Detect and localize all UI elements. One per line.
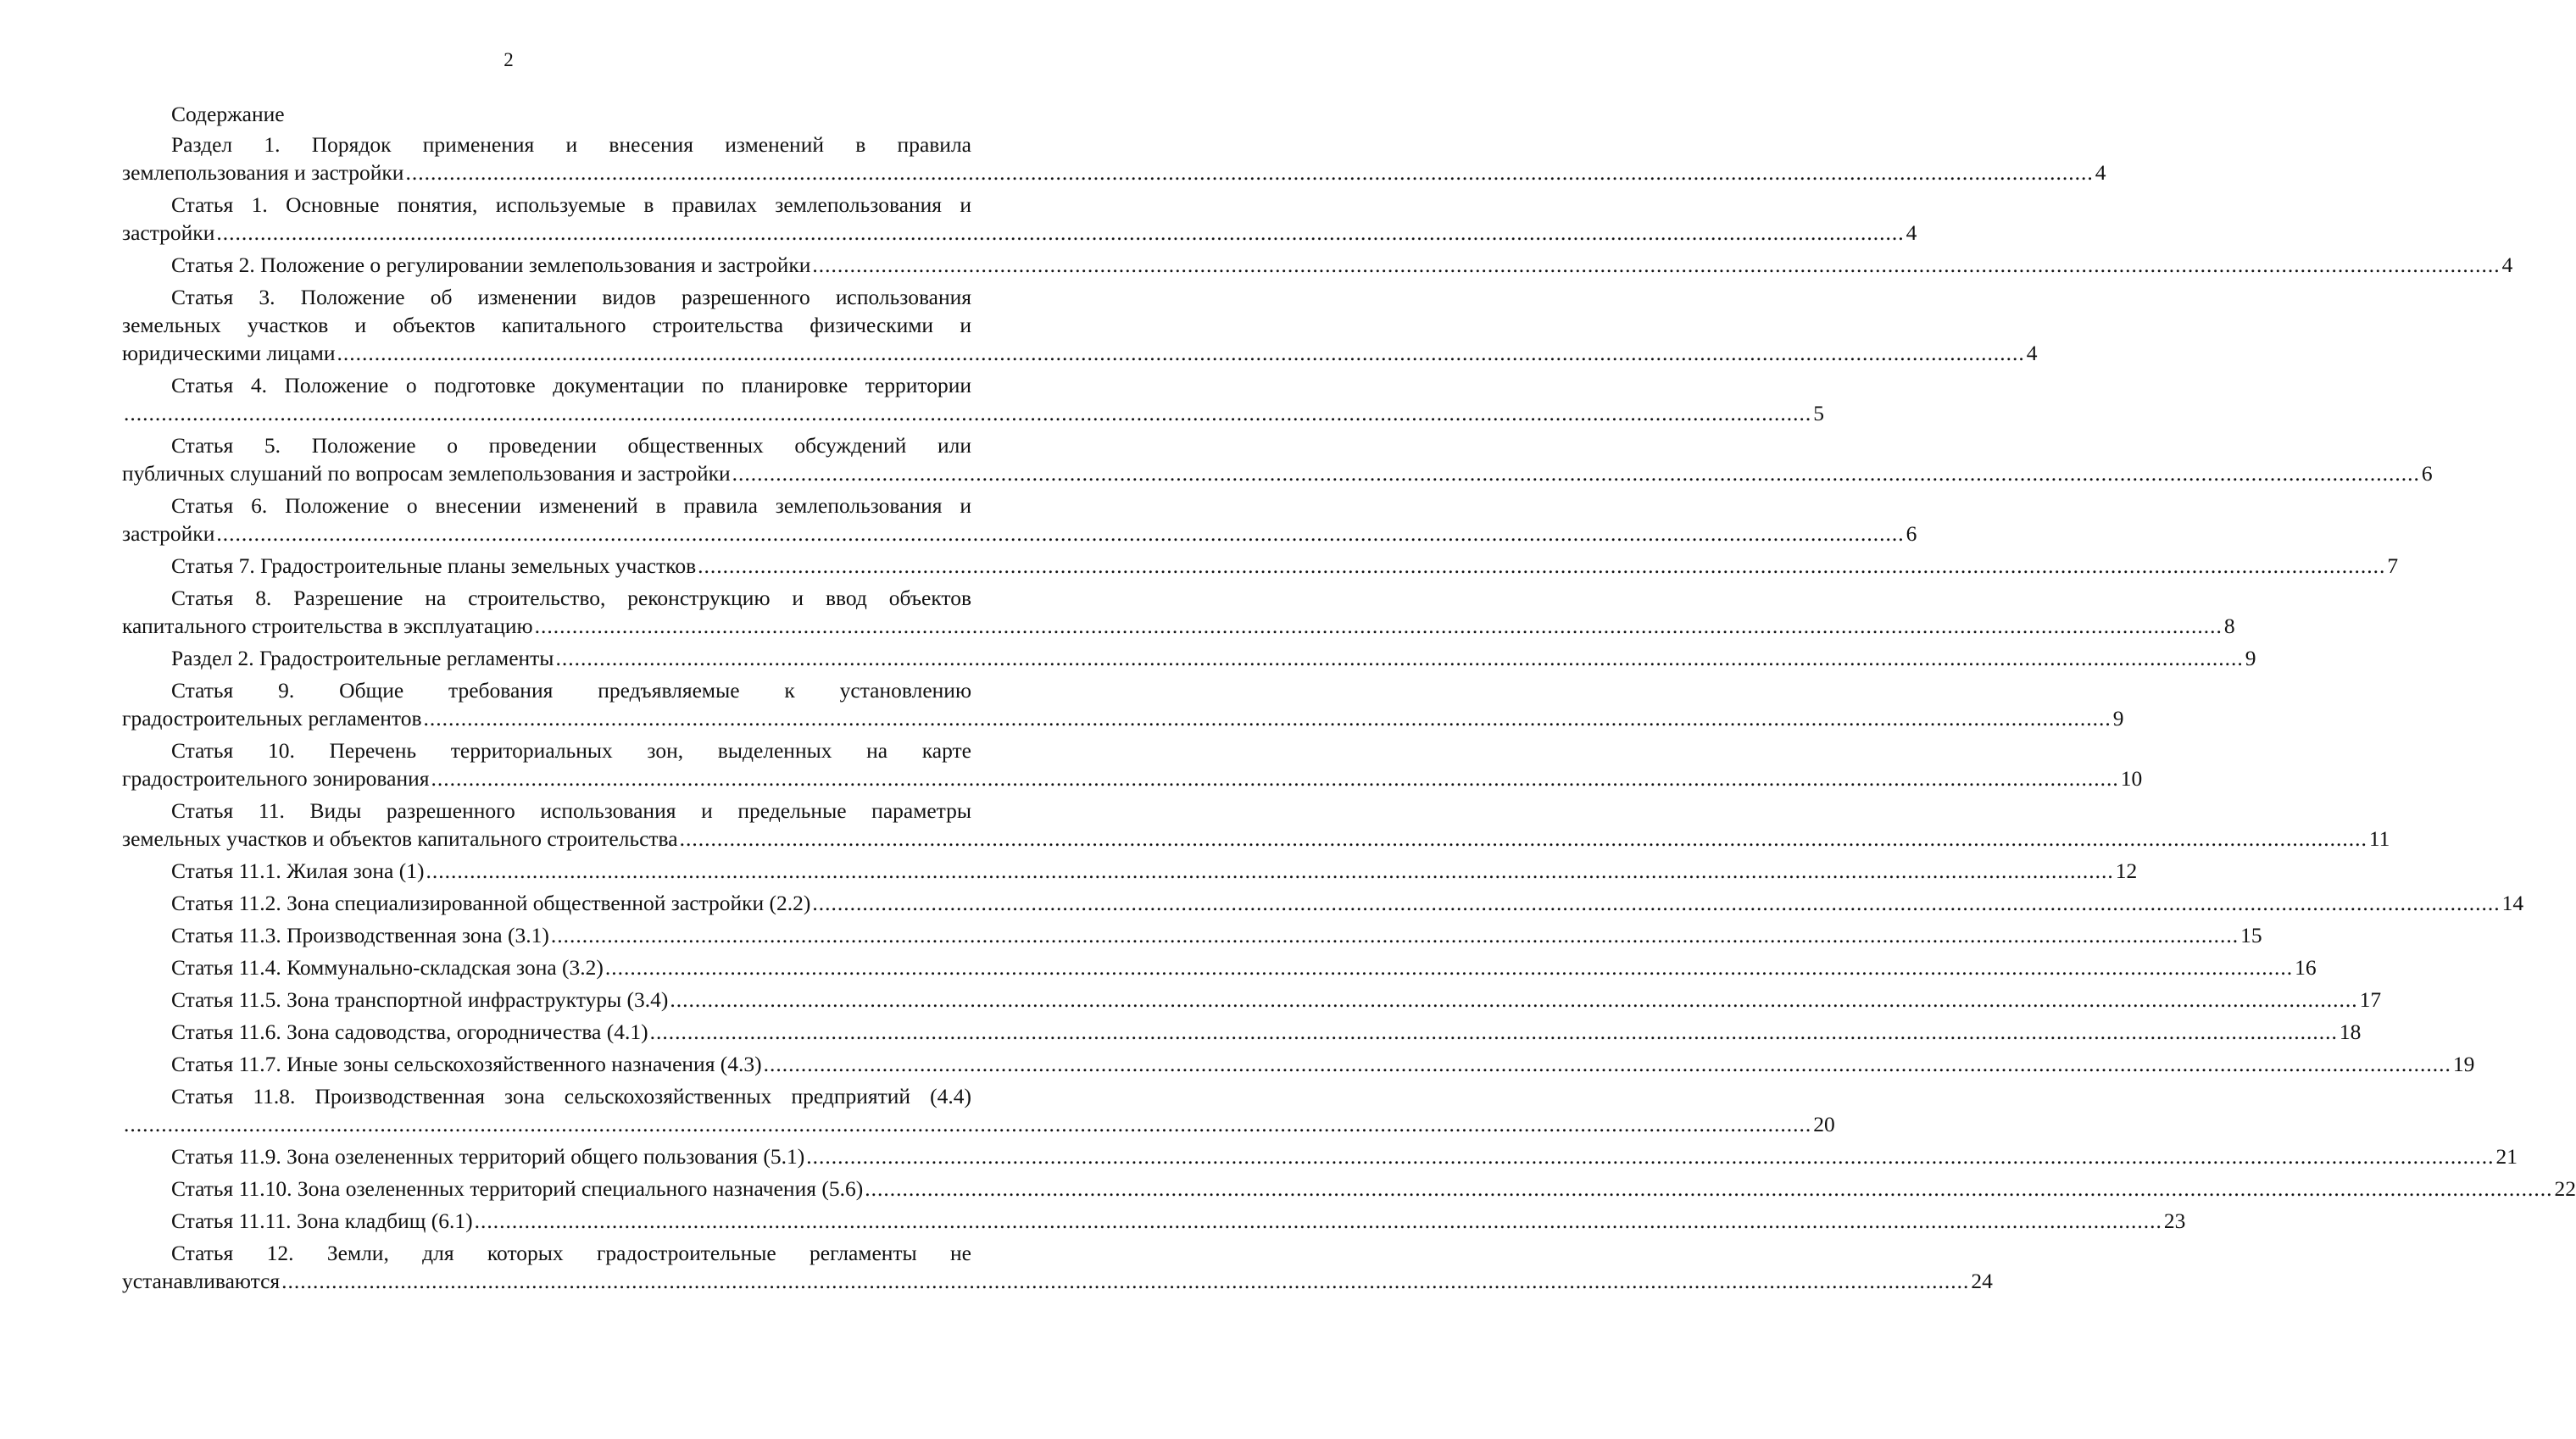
toc-entry[interactable] bbox=[122, 857, 2138, 885]
toc-entry[interactable] bbox=[122, 676, 2124, 732]
dot-leader bbox=[698, 552, 2385, 580]
dot-leader bbox=[865, 1175, 2552, 1203]
dot-leader bbox=[680, 825, 2367, 853]
toc-entry-page: 24 bbox=[1971, 1269, 1993, 1293]
toc-entry-page: 5 bbox=[1813, 401, 1824, 425]
toc-entry-title: Статья 11.9. Зона озелененных территорий общего пользования (5.1) bbox=[171, 1144, 805, 1169]
toc-entry-title: Статья 10. Перечень территориальных зон, выделенных на карте bbox=[171, 738, 971, 763]
toc-entry-page: 6 bbox=[2421, 461, 2433, 486]
dot-leader bbox=[424, 704, 2111, 732]
toc-entry[interactable] bbox=[122, 371, 1824, 427]
toc-entry-title: застройки bbox=[122, 521, 215, 546]
toc-entry-title: градостроительного зонирования bbox=[122, 766, 430, 791]
dot-leader bbox=[337, 339, 2024, 367]
toc-heading: Содержание bbox=[171, 102, 285, 126]
toc-entry-page: 19 bbox=[2452, 1052, 2475, 1076]
toc-entry-title: земельных участков и объектов капитального строительства физическими и bbox=[122, 313, 971, 337]
toc-entry-page: 21 bbox=[2495, 1144, 2518, 1169]
toc-entry-title: земельных участков и объектов капитального строительства bbox=[122, 826, 678, 851]
toc-entry-title: градостроительных регламентов bbox=[122, 706, 422, 731]
toc-entry-title: Статья 1. Основные понятия, используемые в правилах землепользования и bbox=[171, 192, 971, 217]
toc-entry-page: 12 bbox=[2115, 858, 2138, 883]
toc-entry[interactable] bbox=[122, 1175, 2576, 1203]
toc-entry-title: Статья 5. Положение о проведении общественных обсуждений или bbox=[171, 433, 971, 458]
dot-leader bbox=[812, 251, 2500, 279]
dot-leader bbox=[431, 764, 2118, 792]
toc-entry-title: Статья 7. Градостроительные планы земельных участков bbox=[171, 553, 697, 578]
dot-leader bbox=[405, 158, 2093, 186]
toc-entry[interactable] bbox=[122, 283, 2038, 367]
toc-entry[interactable] bbox=[122, 1142, 2518, 1170]
toc-entry-title: Статья 11.6. Зона садоводства, огородничества (4.1) bbox=[171, 1020, 648, 1044]
dot-leader bbox=[812, 889, 2500, 917]
toc-entry-title: Статья 11.1. Жилая зона (1) bbox=[171, 858, 425, 883]
toc-entry-page: 20 bbox=[1813, 1112, 1835, 1136]
toc-entry-page: 10 bbox=[2120, 766, 2143, 791]
toc-entry-page: 14 bbox=[2501, 891, 2524, 915]
toc-entry-page: 9 bbox=[2112, 706, 2124, 731]
dot-leader bbox=[535, 612, 2223, 640]
toc-entry-title: Статья 11.11. Зона кладбищ (6.1) bbox=[171, 1208, 473, 1233]
toc-entry[interactable] bbox=[122, 889, 2524, 917]
toc-entry-title: Раздел 2. Градостроительные регламенты bbox=[171, 646, 554, 670]
dot-leader bbox=[764, 1050, 2451, 1078]
toc-entry-title: Статья 8. Разрешение на строительство, реконструкцию и ввод объектов bbox=[171, 586, 971, 610]
toc-entry-title: застройки bbox=[122, 220, 215, 245]
toc-entry[interactable] bbox=[122, 1082, 1835, 1138]
toc-entry-page: 22 bbox=[2554, 1176, 2576, 1201]
toc-entry[interactable] bbox=[122, 584, 2235, 640]
dot-leader bbox=[216, 519, 1904, 547]
dot-leader bbox=[475, 1207, 2162, 1235]
toc-entry[interactable] bbox=[122, 644, 2256, 672]
toc-entry-page: 11 bbox=[2368, 826, 2390, 851]
dot-leader bbox=[605, 953, 2293, 981]
toc-entry-page: 4 bbox=[1906, 220, 1917, 245]
toc-entry-page: 15 bbox=[2240, 923, 2262, 947]
dot-leader bbox=[124, 399, 1811, 427]
toc-entry-title: Статья 11.5. Зона транспортной инфраструктуры (3.4) bbox=[171, 987, 669, 1012]
toc-entries bbox=[122, 131, 2576, 1295]
toc-entry-title: Статья 11.10. Зона озелененных территорий специального назначения (5.6) bbox=[171, 1176, 864, 1201]
toc-entry[interactable] bbox=[122, 953, 2317, 981]
toc-entry[interactable] bbox=[122, 921, 2262, 949]
toc-entry-title: юридическими лицами bbox=[122, 341, 336, 365]
toc-entry-page: 6 bbox=[1906, 521, 1917, 546]
toc-entry-title: Статья 9. Общие требования предъявляемые к установлению bbox=[171, 678, 971, 703]
dot-leader bbox=[555, 644, 2243, 672]
toc-entry[interactable] bbox=[122, 131, 2106, 186]
toc-entry[interactable] bbox=[122, 736, 2143, 792]
toc-entry-page: 8 bbox=[2223, 614, 2235, 638]
dot-leader bbox=[551, 921, 2239, 949]
toc-entry[interactable] bbox=[122, 492, 1917, 547]
toc-entry-title: Статья 11.2. Зона специализированной общественной застройки (2.2) bbox=[171, 891, 811, 915]
toc-entry-title: Статья 3. Положение об изменении видов разрешенного использования bbox=[171, 285, 971, 309]
toc-entry[interactable] bbox=[122, 797, 2390, 853]
toc-entry-title: Статья 6. Положение о внесении изменений в правила землепользования и bbox=[171, 493, 971, 518]
dot-leader bbox=[732, 459, 2420, 487]
toc-entry-title: публичных слушаний по вопросам землепользования и застройки bbox=[122, 461, 731, 486]
toc-entry[interactable] bbox=[122, 1018, 2362, 1046]
dot-leader bbox=[216, 219, 1904, 247]
toc-entry-page: 23 bbox=[2163, 1208, 2186, 1233]
toc-entry-page: 18 bbox=[2339, 1020, 2362, 1044]
toc-entry-page: 4 bbox=[2095, 160, 2106, 185]
dot-leader bbox=[281, 1267, 1969, 1295]
dot-leader bbox=[650, 1018, 2338, 1046]
toc-entry-page: 4 bbox=[2026, 341, 2038, 365]
toc-entry-title: Статья 2. Положение о регулировании землепользования и застройки bbox=[171, 253, 811, 277]
dot-leader bbox=[806, 1142, 2494, 1170]
toc-entry[interactable] bbox=[122, 986, 2382, 1014]
toc-entry-page: 7 bbox=[2387, 553, 2399, 578]
toc-entry-page: 9 bbox=[2245, 646, 2256, 670]
toc-entry[interactable] bbox=[122, 1239, 1993, 1295]
toc-entry[interactable] bbox=[122, 1207, 2186, 1235]
toc-entry-title: Статья 11.8. Производственная зона сельскохозяйственных предприятий (4.4) bbox=[171, 1084, 971, 1108]
toc-entry-title: Статья 11. Виды разрешенного использования и предельные параметры bbox=[171, 798, 971, 823]
toc-entry-page: 16 bbox=[2295, 955, 2317, 980]
toc-entry-title: Статья 11.4. Коммунально-складская зона (3.2) bbox=[171, 955, 604, 980]
toc-entry-title: Статья 11.7. Иные зоны сельскохозяйственного назначения (4.3) bbox=[171, 1052, 762, 1076]
toc-entry[interactable] bbox=[122, 431, 2433, 487]
toc-entry[interactable] bbox=[122, 552, 2399, 580]
toc-entry-title: Статья 12. Земли, для которых градостроительные регламенты не bbox=[171, 1241, 971, 1265]
toc-entry-page: 17 bbox=[2359, 987, 2382, 1012]
toc-entry-title: капитального строительства в эксплуатацию bbox=[122, 614, 533, 638]
toc-entry[interactable] bbox=[122, 191, 1917, 247]
toc-entry[interactable] bbox=[122, 251, 2513, 279]
toc-entry-title: Раздел 1. Порядок применения и внесения изменений в правила bbox=[171, 132, 971, 157]
dot-leader bbox=[670, 986, 2357, 1014]
dot-leader bbox=[124, 1110, 1811, 1138]
toc-entry[interactable] bbox=[122, 1050, 2475, 1078]
toc-entry-title: устанавливаются bbox=[122, 1269, 281, 1293]
toc-entry-title: Статья 11.3. Производственная зона (3.1) bbox=[171, 923, 549, 947]
table-of-contents bbox=[122, 100, 2576, 1299]
page-number: 2 bbox=[504, 49, 514, 70]
toc-entry-title: землепользования и застройки bbox=[122, 160, 404, 185]
toc-entry-page: 4 bbox=[2501, 253, 2513, 277]
dot-leader bbox=[426, 857, 2113, 885]
toc-entry-title: Статья 4. Положение о подготовке документации по планировке территории bbox=[171, 373, 971, 397]
